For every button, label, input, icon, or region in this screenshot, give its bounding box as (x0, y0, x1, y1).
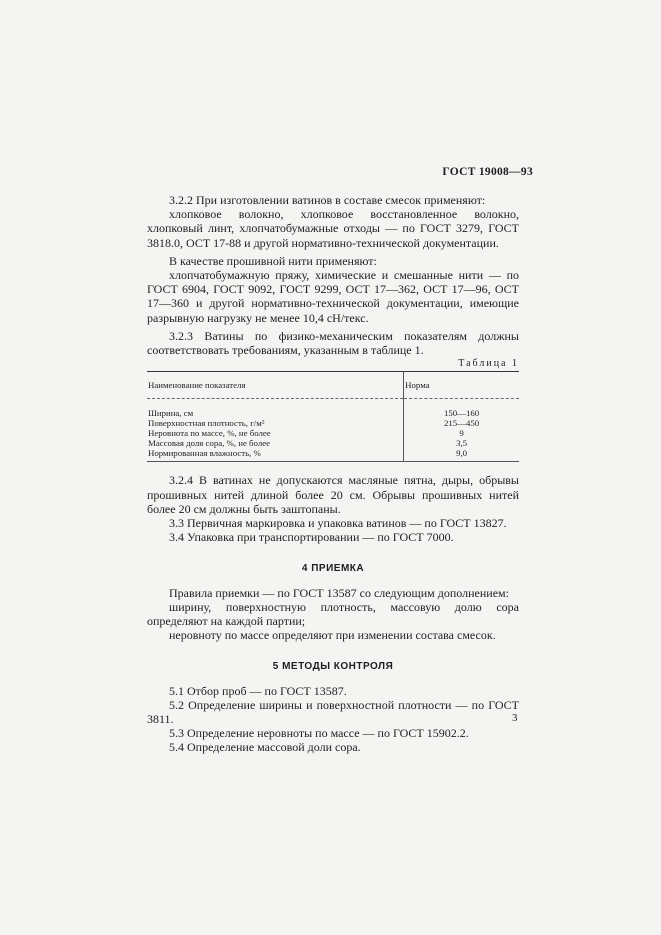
document-body (147, 193, 519, 755)
standard-header: ГОСТ 19008—93 (442, 166, 533, 178)
paragraph-3-2-2-intro: 3.2.2 При изготовлении ватинов в составе смесок применяют: (169, 193, 486, 207)
table-header-norm: Норма (404, 372, 519, 399)
paragraph-5-3: 5.3 Определение неровноты по массе — по ГОСТ 15902.2. (169, 726, 469, 741)
table-cell-norm: 3,5 (456, 437, 468, 448)
table-cell-norm: 215—450 (443, 418, 480, 429)
paragraph-5-2: 5.2 Определение ширины и поверхностной плотности — по ГОСТ 3811. (147, 697, 519, 727)
paragraph-3-2-3: 3.2.3 Ватины по физико-механическим показателям должны соответствовать требованиям, указанным в таблице 1. (147, 328, 519, 358)
paragraph-thread-list: хлопчатобумажную пряжу, химические и смешанные нити — по ГОСТ 6904, ГОСТ 9092, ГОСТ 9299, ОСТ 17—362, ОСТ 17—96, ОСТ 17—360 и другой нормативно-технической документации, имеющие разрывную нагрузку не менее 10,4 сН/текс. (147, 268, 519, 325)
table-header-indicator: Наименование показателя (147, 372, 404, 399)
page-number: 3 (512, 712, 518, 724)
table-cell-indicator: Неровнота по массе, %, не более (147, 429, 404, 439)
paragraph-4-item-2: неровноту по массе определяют при изменении состава смесок. (169, 628, 496, 643)
table-cell-indicator: Поверхностная плотность, г/м² (147, 419, 404, 429)
table-row (147, 399, 519, 419)
paragraph-3-4: 3.4 Упаковка при транспортировании — по ГОСТ 7000. (169, 530, 454, 545)
paragraph-3-2-4: 3.2.4 В ватинах не допускаются масляные пятна, дыры, обрывы прошивных нитей длиной более 20 см. Обрывы прошивных нитей более 20 см должны быть заштопаны. (147, 473, 519, 516)
paragraph-5-1: 5.1 Отбор проб — по ГОСТ 13587. (169, 683, 347, 698)
table-cell-norm: 9,0 (404, 449, 519, 462)
paragraph-thread-intro: В качестве прошивной нити применяют: (169, 253, 377, 268)
table-cell-indicator: Массовая доля сора, %, не более (147, 439, 404, 449)
paragraph-4-item-1: ширину, поверхностную плотность, массовую долю сора определяют на каждой партии; (147, 599, 519, 629)
indicators-table (147, 371, 519, 462)
table-cell-indicator: Ширина, см (147, 399, 404, 419)
paragraph-3-2-2-list: хлопковое волокно, хлопковое восстановленное волокно, хлопковый линт, хлопчатобумажные отходы — по ГОСТ 3279, ГОСТ 3818.0, ОСТ 17-88 и другой нормативно-технической документации. (147, 207, 519, 250)
table-header-row (147, 372, 519, 399)
table-cell-indicator: Нормированная влажность, % (147, 449, 404, 462)
section-5-title: 5 МЕТОДЫ КОНТРОЛЯ (272, 661, 394, 673)
table-row (147, 449, 519, 462)
paragraph-4-intro: Правила приемки — по ГОСТ 13587 со следующим дополнением: (169, 585, 509, 600)
table-cell-norm: 9 (459, 428, 464, 439)
paragraph-5-4: 5.4 Определение массовой доли сора. (169, 740, 361, 755)
section-4-title: 4 ПРИЕМКА (301, 563, 365, 575)
table-cell-norm: 150—160 (443, 408, 480, 419)
paragraph-3-3: 3.3 Первичная маркировка и упаковка ватинов — по ГОСТ 13827. (169, 516, 507, 531)
table-caption: Таблица 1 (458, 358, 519, 370)
